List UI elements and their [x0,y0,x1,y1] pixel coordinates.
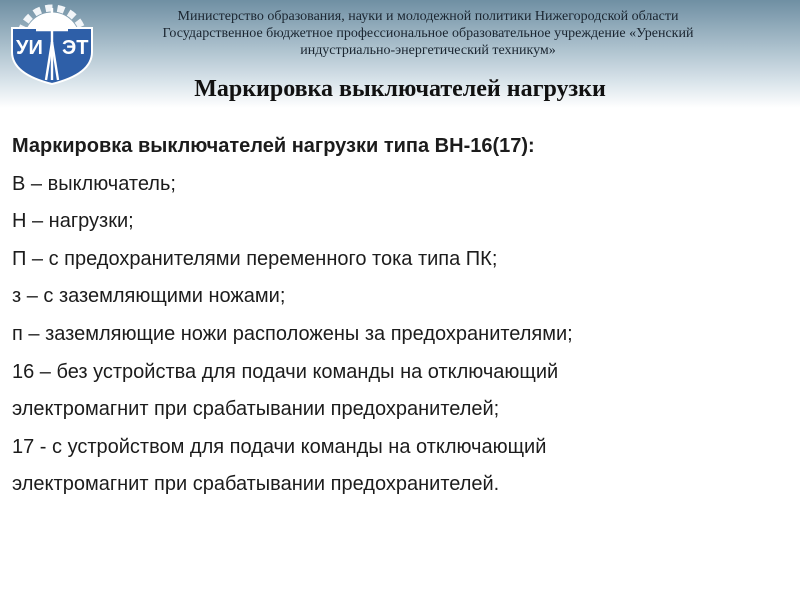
content-line: 17 - с устройством для подачи команды на отключающий [12,435,547,458]
content-line: электромагнит при срабатывании предохранителей. [12,473,500,496]
org-line-institution: Государственное бюджетное профессиональное образовательное учреждение «Уренский [162,26,694,41]
logo-text-left: УИ [16,37,43,59]
content-line: з – с заземляющими ножами; [12,285,286,308]
organization-header [108,8,748,59]
content-line: Н – нагрузки; [12,210,134,233]
logo-text-right: ЭТ [62,37,89,59]
content-line: В – выключатель; [12,172,176,195]
content-line: электромагнит при срабатывании предохранителей; [12,398,500,421]
org-line-institution-cont: индустриально-энергетический техникум» [300,43,556,58]
content-line: П – с предохранителями переменного тока типа ПК; [12,247,498,270]
content-line: п – заземляющие ножи расположены за предохранителями; [12,322,573,345]
content-body [12,128,792,504]
content-line: 16 – без устройства для подачи команды на отключающий [12,360,559,383]
college-logo [2,2,102,86]
org-line-ministry: Министерство образования, науки и молодежной политики Нижегородской области [177,9,679,24]
slide-title: Маркировка выключателей нагрузки [194,76,606,102]
content-heading: Маркировка выключателей нагрузки типа ВН-16(17): [12,135,535,157]
